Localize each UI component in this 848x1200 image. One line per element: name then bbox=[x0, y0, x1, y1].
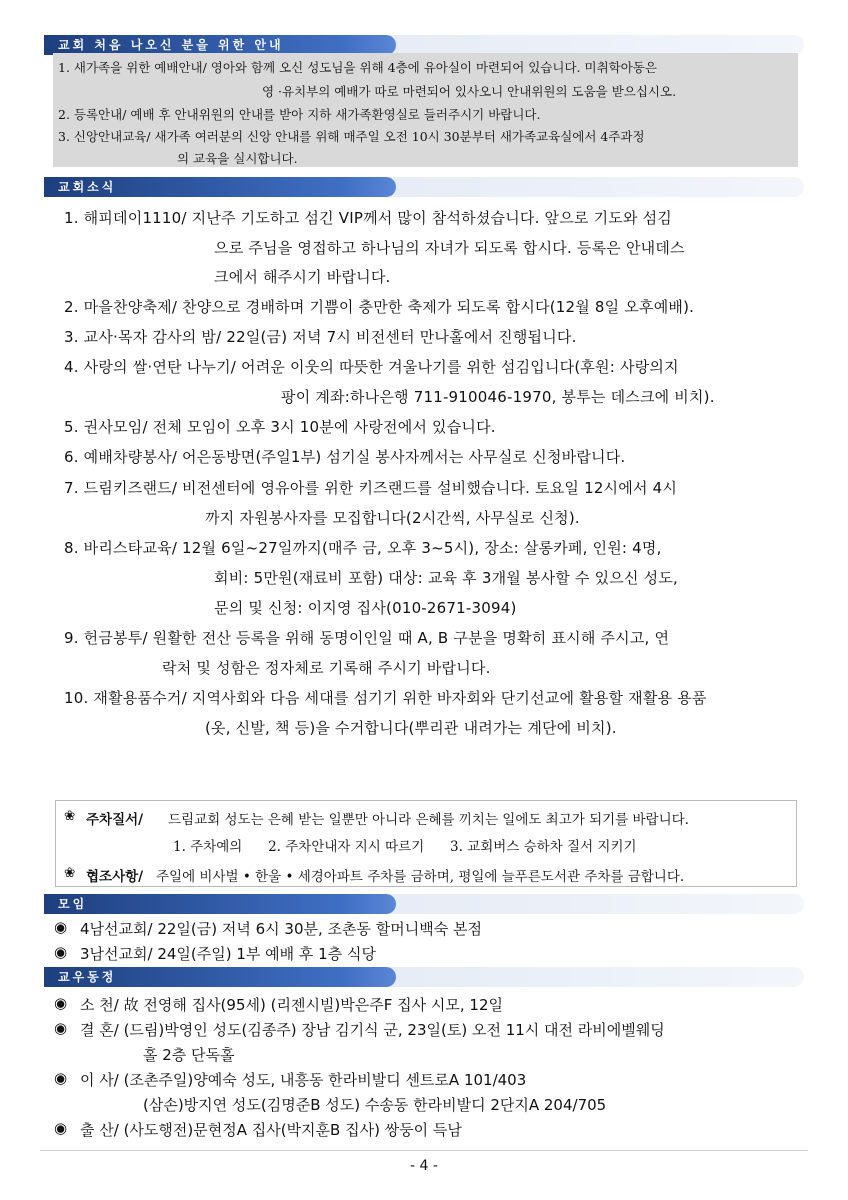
news-line: 2. 마을찬양축제/ 찬양으로 경배하며 기쁨이 충만한 축제가 되도록 합시다(12월 8일 오후예배). bbox=[64, 298, 695, 316]
bullet-icon: ◉ bbox=[54, 918, 68, 936]
page-number: - 4 - bbox=[410, 1158, 438, 1174]
section-header-news bbox=[44, 177, 804, 197]
coop-text: 주일에 비사벌 • 한울 • 세경아파트 주차를 금하며, 평일에 늘푸른도서관 주차를 금합니다. bbox=[156, 869, 685, 885]
section-title: 모임 bbox=[44, 894, 396, 914]
news-line: (옷, 신발, 책 등)을 수거합니다(뿌리관 내려가는 계단에 비치). bbox=[205, 719, 617, 737]
member-line: 이 사/ (조촌주일)양예숙 성도, 내흥동 한라비발디 센트로A 101/403 bbox=[80, 1071, 527, 1089]
news-line: 크에서 해주시기 바랍니다. bbox=[214, 268, 391, 286]
news-line: 1. 해피데이1110/ 지난주 기도하고 섬긴 VIP께서 많이 참석하셨습니다. 앞으로 기도와 섬김 bbox=[64, 209, 673, 227]
coop-label: 협조사항/ bbox=[86, 869, 144, 885]
news-line: 문의 및 신청: 이지영 집사(010-2671-3094) bbox=[214, 599, 517, 617]
member-line: 결 혼/ (드림)박영인 성도(김종주) 장남 김기식 군, 23일(토) 오전 11시 대전 라비에벨웨딩 bbox=[80, 1021, 665, 1039]
news-line: 8. 바리스타교육/ 12월 6일~27일까지(매주 금, 오후 3~5시), 장소: 살롱카페, 인원: 4명, bbox=[64, 539, 662, 557]
newcomers-line: 의 교육을 실시합니다. bbox=[177, 151, 298, 166]
member-line: 출 산/ (사도행전)문현정A 집사(박지훈B 집사) 쌍둥이 득남 bbox=[80, 1121, 462, 1139]
bullet-icon: ◉ bbox=[54, 1069, 68, 1087]
meeting-line: 3남선교회/ 24일(주일) 1부 예배 후 1층 식당 bbox=[80, 945, 376, 963]
parking-label: 주차질서/ bbox=[86, 812, 144, 828]
section-header-meetings bbox=[44, 894, 804, 914]
footer-divider bbox=[40, 1150, 808, 1151]
news-line: 으로 주님을 영접하고 하나님의 자녀가 되도록 합시다. 등록은 안내데스 bbox=[214, 239, 685, 257]
section-header-newcomers bbox=[44, 35, 804, 55]
news-line: 10. 재활용품수거/ 지역사회와 다음 세대를 섬기기 위한 바자회와 단기선교에 활용할 재활용 용품 bbox=[64, 689, 707, 707]
news-line: 까지 자원봉사자를 모집합니다(2시간씩, 사무실로 신청). bbox=[205, 509, 580, 527]
bullet-icon: ◉ bbox=[54, 943, 68, 961]
flower-icon: ❀ bbox=[64, 808, 76, 824]
newcomers-line: 2. 등록안내/ 예배 후 안내위원의 안내를 받아 지하 새가족환영실로 들러주시기 바랍니다. bbox=[58, 107, 541, 122]
section-title: 교회 처음 나오신 분을 위한 안내 bbox=[44, 35, 396, 55]
bullet-icon: ◉ bbox=[54, 1019, 68, 1037]
news-line: 4. 사랑의 쌀·연탄 나누기/ 어려운 이웃의 따뜻한 겨울나기를 위한 섬김입니다(후원: 사랑의지 bbox=[64, 358, 679, 376]
newcomers-line: 영 ·유치부의 예배가 따로 마련되어 있사오니 안내위원의 도움을 받으십시오. bbox=[262, 84, 677, 99]
member-line: 홀 2층 단독홀 bbox=[143, 1046, 235, 1064]
news-line: 락처 및 성함은 정자체로 기록해 주시기 바랍니다. bbox=[162, 659, 491, 677]
newcomers-box bbox=[53, 53, 798, 167]
news-line: 팡이 계좌:하나은행 711-910046-1970, 봉투는 데스크에 비치). bbox=[281, 388, 715, 406]
parking-items: 1. 주차예의 2. 주차안내자 지시 따르기 3. 교회버스 승하차 질서 지키기 bbox=[173, 839, 637, 855]
news-line: 5. 권사모임/ 전체 모임이 오후 3시 10분에 사랑전에서 있습니다. bbox=[64, 418, 496, 436]
meeting-line: 4남선교회/ 22일(금) 저녁 6시 30분, 조촌동 할머니백숙 본점 bbox=[80, 920, 482, 938]
news-line: 7. 드림키즈랜드/ 비전센터에 영유아를 위한 키즈랜드를 설비했습니다. 토요일 12시에서 4시 bbox=[64, 479, 678, 497]
newcomers-line: 1. 새가족을 위한 예배안내/ 영아와 함께 오신 성도님을 위해 4층에 유아실이 마련되어 있습니다. 미취학아동은 bbox=[58, 60, 657, 75]
section-title: 교회소식 bbox=[44, 177, 396, 197]
flower-icon: ❀ bbox=[64, 865, 76, 881]
member-line: 소 천/ 故 전영해 집사(95세) (리젠시빌)박은주F 집사 시모, 12일 bbox=[80, 996, 503, 1014]
news-line: 9. 헌금봉투/ 원활한 전산 등록을 위해 동명이인일 때 A, B 구분을 명확히 표시해 주시고, 연 bbox=[64, 629, 670, 647]
section-header-members bbox=[44, 967, 804, 987]
member-line: (삼손)방지연 성도(김명준B 성도) 수송동 한라비발디 2단지A 204/705 bbox=[143, 1096, 607, 1114]
bullet-icon: ◉ bbox=[54, 994, 68, 1012]
news-line: 회비: 5만원(재료비 포함) 대상: 교육 후 3개월 봉사할 수 있으신 성도, bbox=[214, 569, 678, 587]
news-line: 6. 예배차량봉사/ 어은동방면(주일1부) 섬기실 봉사자께서는 사무실로 신청바랍니다. bbox=[64, 448, 626, 466]
news-line: 3. 교사·목자 감사의 밤/ 22일(금) 저녁 7시 비전센터 만나홀에서 진행됩니다. bbox=[64, 328, 577, 346]
section-title: 교우동정 bbox=[44, 967, 396, 987]
parking-text: 드림교회 성도는 은혜 받는 일뿐만 아니라 은혜를 끼치는 일에도 최고가 되기를 바랍니다. bbox=[168, 812, 689, 828]
bullet-icon: ◉ bbox=[54, 1119, 68, 1137]
newcomers-line: 3. 신앙안내교육/ 새가족 여러분의 신앙 안내를 위해 매주일 오전 10시 30분부터 새가족교육실에서 4주과정 bbox=[58, 129, 645, 144]
parking-notice-box bbox=[55, 800, 797, 887]
